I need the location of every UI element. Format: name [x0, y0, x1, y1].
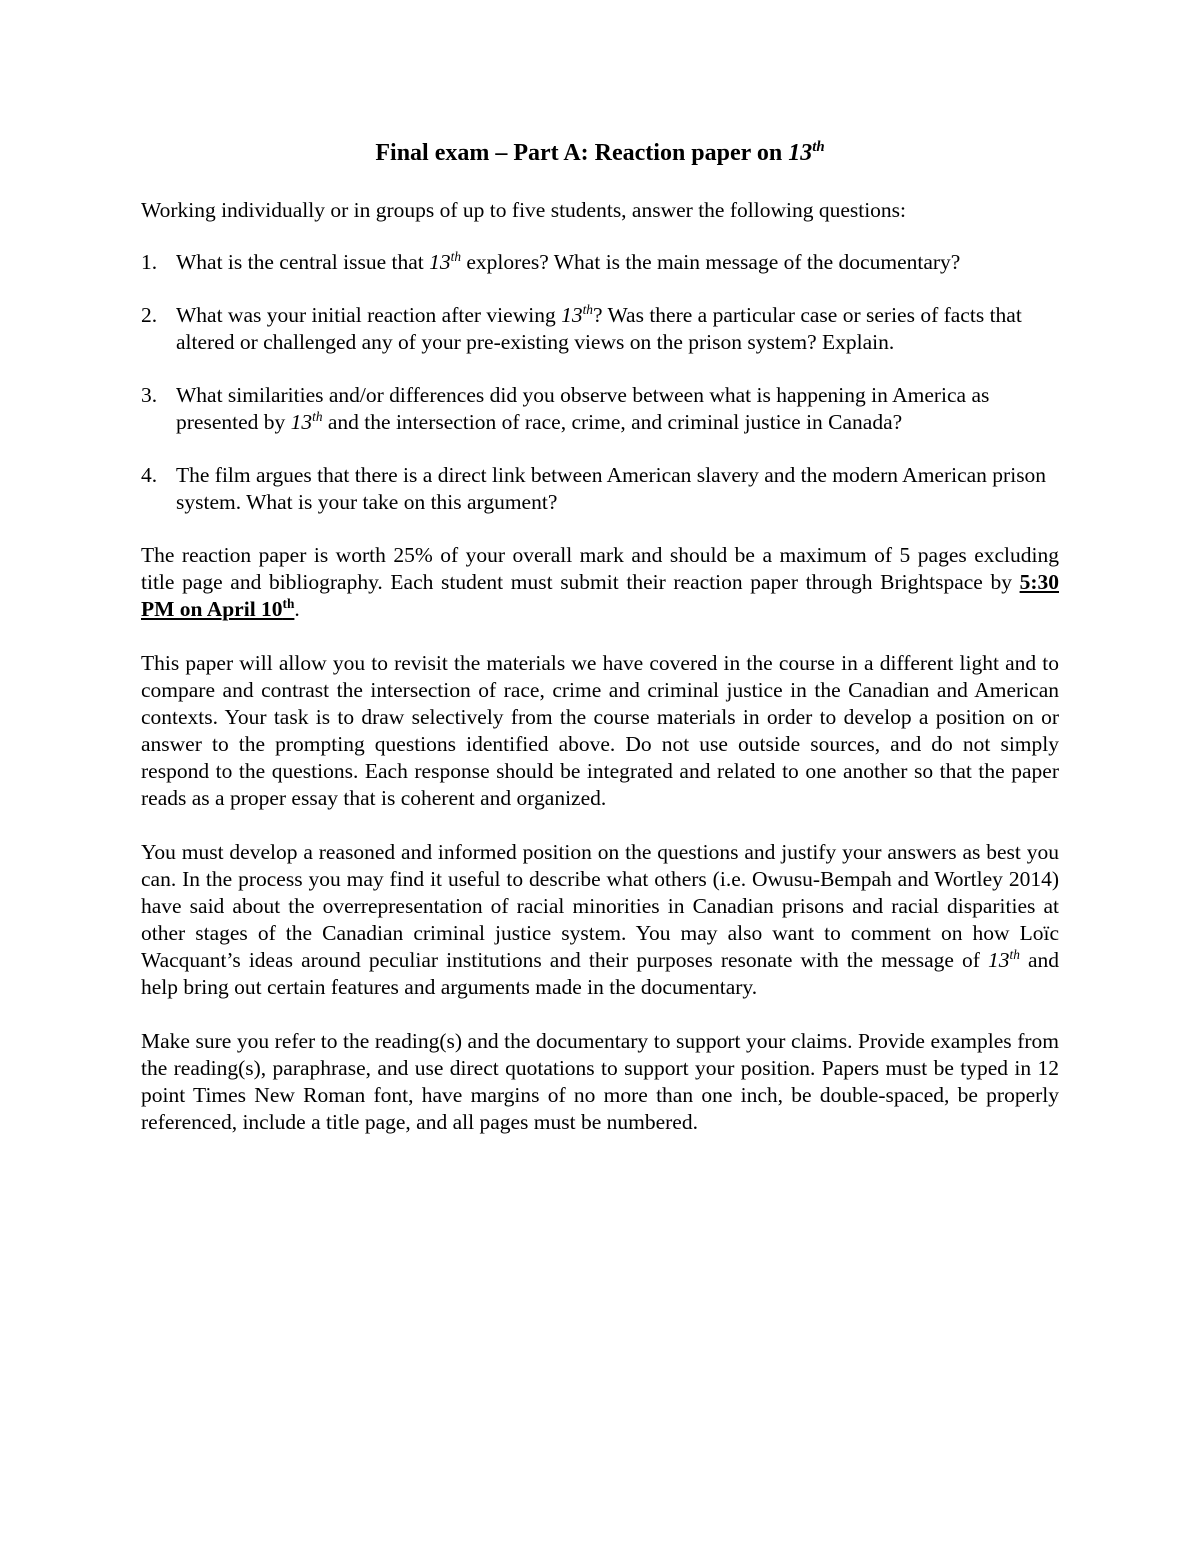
instructions-intro: Working individually or in groups of up to five students, answer the following questions: — [141, 198, 907, 222]
question-item: 1. What is the central issue that 13th explores? What is the main message of the documentary? — [141, 248, 961, 274]
film-name: 13th — [429, 248, 462, 274]
question-item: 2. What was your initial reaction after viewing 13th? Was there a particular case or series of facts that altered or challenged any of your pre-existing views on the prison system? Explain. — [141, 301, 1022, 354]
document-page — [141, 138, 1059, 1163]
film-name: 13th — [988, 946, 1020, 972]
position-paragraph: You must develop a reasoned and informed position on the questions and justify your answers as best you can. In the process you may find it useful to describe what others (i.e. Owusu-Bempah and Wortley 2014) have said about the overrepresentation of racial minorities in Canadian prisons and racial disparities at other stages of the Canadian criminal justice system. You may also want to comment on how Loïc Wacquant’s ideas around peculiar institutions and their purposes resonate with the message of 13th and help bring out certain features and arguments made in the documentary. — [141, 840, 1059, 999]
title-text: Final exam – Part A: Reaction paper on — [375, 140, 789, 166]
film-name: 13th — [561, 301, 593, 327]
film-name: 13th — [290, 408, 323, 434]
question-number: 4. — [141, 463, 158, 487]
grading-paragraph: The reaction paper is worth 25% of your overall mark and should be a maximum of 5 pages excluding title page and bibliography. Each student must submit their reaction paper through Brightspace by 5:30 PM on April 10th. — [141, 543, 1059, 621]
title-film-name: 13th — [788, 139, 825, 166]
question-item: 3. What similarities and/or differences did you observe between what is happening in America as presented by 13th and the intersection of race, crime, and criminal justice in Canada? — [141, 383, 990, 434]
document-title — [141, 138, 1059, 168]
formatting-paragraph: Make sure you refer to the reading(s) and the documentary to support your claims. Provide examples from the reading(s), paraphrase, and use direct quotations to support your position. Papers must be typed in 12 point Times New Roman font, have margins of no more than one inch, be double-spaced, be properly referenced, include a title page, and all pages must be numbered. — [141, 1029, 1059, 1134]
question-list — [141, 249, 1059, 516]
question-number: 3. — [141, 383, 158, 407]
purpose-paragraph: This paper will allow you to revisit the materials we have covered in the course in a different light and to compare and contrast the intersection of race, crime and criminal justice in the Canadian and American contexts. Your task is to draw selectively from the course materials in order to develop a position on or answer to the prompting questions identified above. Do not use outside sources, and do not simply respond to the questions. Each response should be integrated and related to one another so that the paper reads as a proper essay that is coherent and organized. — [141, 651, 1059, 810]
question-number: 2. — [141, 303, 158, 327]
deadline: 5:30 PM on April 10th — [141, 570, 1059, 621]
question-number: 1. — [141, 250, 158, 274]
question-item: 4. The film argues that there is a direct link between American slavery and the modern American prison system. What is your take on this argument? — [141, 463, 1047, 514]
